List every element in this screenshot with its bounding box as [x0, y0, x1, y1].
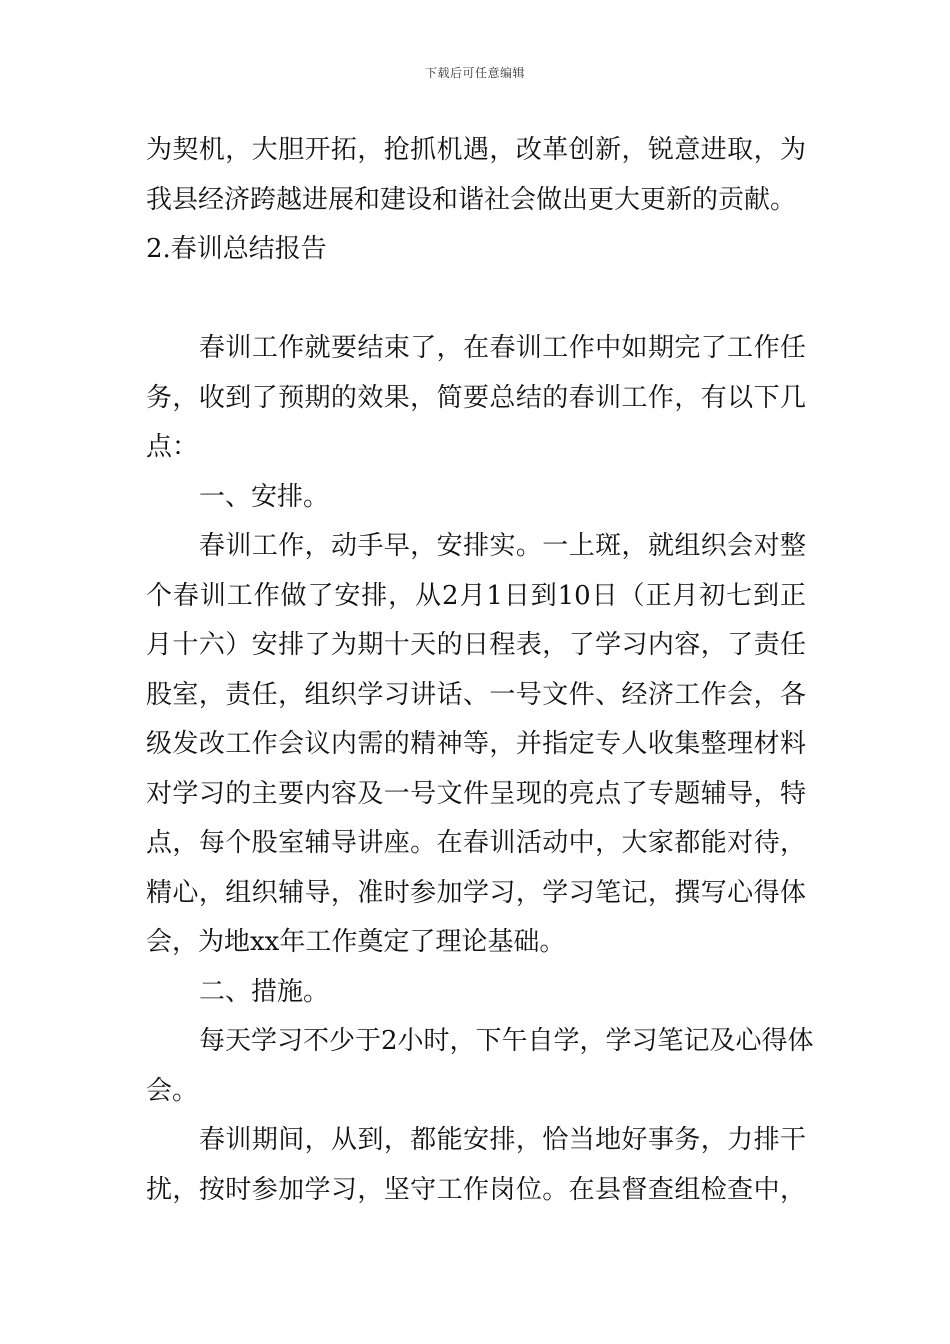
- body-line: 点：: [146, 432, 199, 462]
- page-header: 下载后可任意编辑: [424, 66, 525, 80]
- body-line: 级发改工作会议内需的精神等，并指定专人收集整理材料: [146, 729, 806, 759]
- body-line: 会，为地xx年工作奠定了理论基础。: [146, 927, 566, 957]
- subheading: 二、措施。: [199, 976, 330, 1007]
- section-title: 2.春训总结报告: [146, 234, 327, 264]
- body-line: 精心，组织辅导，准时参加学习，学习笔记，撰写心得体: [146, 877, 806, 908]
- document-body: [146, 126, 814, 1215]
- subheading: 一、安排。: [199, 481, 330, 512]
- body-line: 对学习的主要内容及一号文件呈现的亮点了专题辅导，特: [146, 778, 806, 809]
- body-line: 务，收到了预期的效果，简要总结的春训工作，有以下几: [146, 382, 806, 413]
- blank-line: [146, 275, 806, 325]
- body-line: 春训工作就要结束了，在春训工作中如期完了工作任: [199, 333, 806, 363]
- body-line: 每天学习不少于2小时，下午自学，学习笔记及心得体: [199, 1026, 814, 1056]
- body-line: 春训工作，动手早，安排实。一上斑，就组织会对整: [199, 531, 806, 561]
- body-line: 春训期间，从到，都能安排，恰当地好事务，力排干: [199, 1125, 806, 1155]
- body-line: 点，每个股室辅导讲座。在春训活动中，大家都能对待，: [146, 828, 806, 858]
- body-line: 扰，按时参加学习，坚守工作岗位。在县督查组检查中，: [146, 1174, 806, 1205]
- body-line: 为契机，大胆开拓，抢抓机遇，改革创新，锐意进取，为: [146, 135, 806, 165]
- body-line: 月十六）安排了为期十天的日程表，了学习内容，了责任: [146, 630, 806, 660]
- body-line: 会。: [146, 1075, 199, 1106]
- body-line: 股室，责任，组织学习讲话、一号文件、经济工作会，各: [146, 679, 806, 710]
- body-line: 个春训工作做了安排，从2月1日到10日（正月初七到正: [146, 580, 806, 611]
- body-line: 我县经济跨越进展和建设和谐社会做出更大更新的贡献。: [146, 184, 797, 215]
